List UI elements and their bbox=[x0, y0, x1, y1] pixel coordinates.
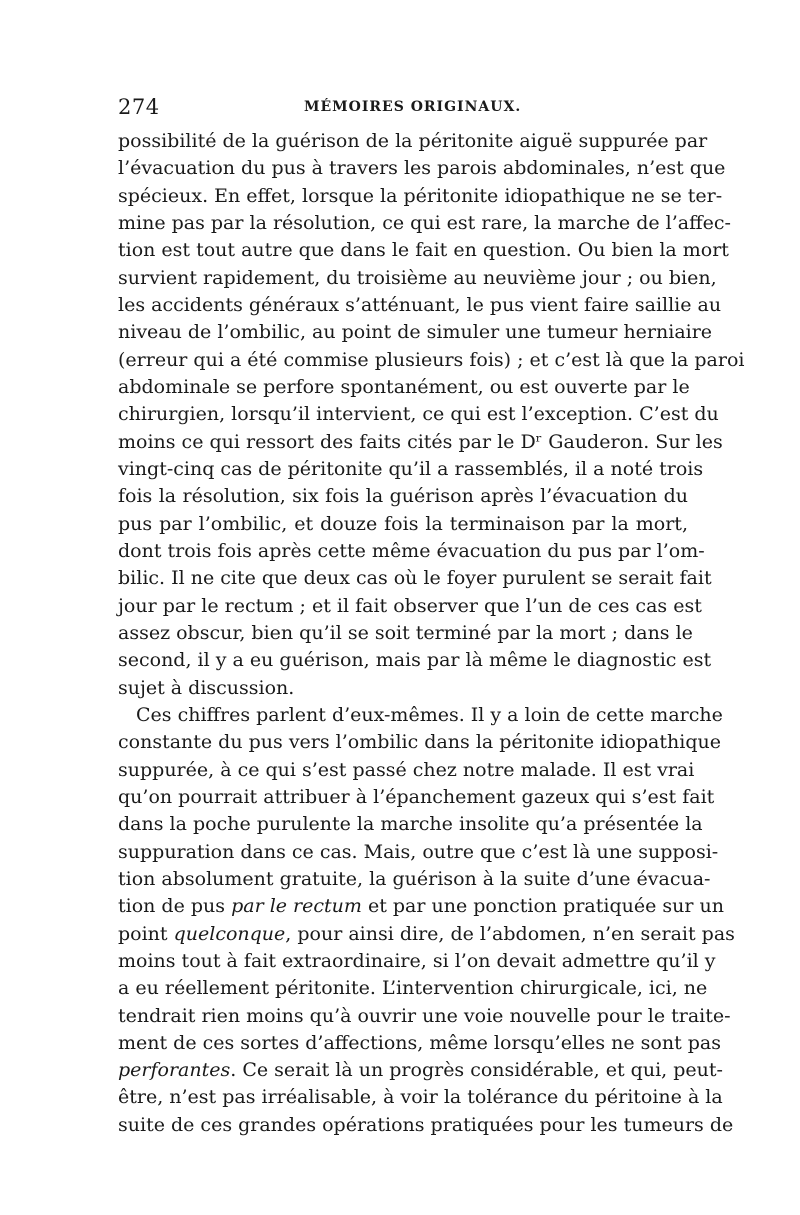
text-line: ment de ces sortes d’affections, même lorsqu’elles ne sont pas bbox=[118, 1031, 722, 1054]
text-line: les accidents généraux s’atténuant, le pus vient faire saillie au bbox=[118, 293, 722, 316]
text-line: sujet à discussion. bbox=[118, 676, 295, 699]
text-line: second, il y a eu guérison, mais par là même le diagnostic est bbox=[118, 649, 712, 672]
text-line: constante du pus vers l’ombilic dans la péritonite idiopathique bbox=[118, 731, 721, 754]
text-line: suppurée, à ce qui s’est passé chez notre malade. Il est vrai bbox=[118, 758, 695, 781]
text-run: , pour ainsi dire, de l’abdomen, n’en serait pas bbox=[285, 922, 735, 945]
text-line-mixed bbox=[118, 921, 735, 948]
text-run: . Ce serait là un progrès considérable, et qui, peut- bbox=[230, 1059, 723, 1082]
text-line: survient rapidement, du troisième au neuvième jour ; ou bien, bbox=[118, 266, 717, 289]
text-line: tion absolument gratuite, la guérison à la suite d’une évacua- bbox=[118, 867, 711, 890]
text-line-mixed bbox=[118, 1057, 723, 1084]
text-line: suppuration dans ce cas. Mais, outre que c’est là une supposi- bbox=[118, 840, 719, 863]
text-line: assez obscur, bien qu’il se soit terminé par la mort ; dans le bbox=[118, 621, 693, 644]
paragraph-start-line: Ces chiffres parlent d’eux-mêmes. Il y a loin de cette marche bbox=[136, 703, 723, 726]
text-line: suite de ces grandes opérations pratiquées pour les tumeurs de bbox=[118, 1113, 734, 1136]
text-line: a eu réellement péritonite. L’intervention chirurgicale, ici, ne bbox=[118, 977, 708, 1000]
text-line-mixed bbox=[118, 893, 724, 920]
italic-text-run: quelconque bbox=[173, 922, 286, 945]
text-line: spécieux. En effet, lorsque la péritonite idiopathique ne se ter- bbox=[118, 184, 723, 207]
text-line: possibilité de la guérison de la péritonite aiguë suppurée par bbox=[118, 130, 708, 152]
text-line: fois la résolution, six fois la guérison après l’évacuation du bbox=[118, 485, 688, 508]
text-line: niveau de l’ombilic, au point de simuler une tumeur herniaire bbox=[118, 321, 713, 344]
text-line: bilic. Il ne cite que deux cas où le foyer purulent se serait fait bbox=[118, 567, 712, 590]
text-run: tion de pus bbox=[118, 895, 232, 918]
page-header bbox=[118, 95, 698, 125]
text-line: qu’on pourrait attribuer à l’épanchement gazeux qui s’est fait bbox=[118, 785, 715, 808]
text-line: moins ce qui ressort des faits cités par le Dʳ Gauderon. Sur les bbox=[118, 430, 723, 453]
text-line: vingt-cinq cas de péritonite qu’il a rassemblés, il a noté trois bbox=[118, 457, 704, 480]
italic-text-run: perforantes bbox=[118, 1059, 231, 1082]
text-line: moins tout à fait extraordinaire, si l’on devait admettre qu’il y bbox=[118, 949, 716, 972]
text-line: dans la poche purulente la marche insolite qu’a présentée la bbox=[118, 813, 703, 836]
text-line: chirurgien, lorsqu’il intervient, ce qui est l’exception. C’est du bbox=[118, 403, 719, 426]
text-line: (erreur qui a été commise plusieurs fois) ; et c’est là que la paroi bbox=[118, 348, 745, 371]
text-run: point bbox=[118, 922, 174, 945]
text-line: abdominale se perfore spontanément, ou est ouverte par le bbox=[118, 375, 690, 398]
text-run: et par une ponction pratiquée sur un bbox=[361, 895, 724, 918]
body-text bbox=[118, 128, 745, 1139]
text-line: tendrait rien moins qu’à ouvrir une voie nouvelle pour le traite- bbox=[118, 1004, 731, 1027]
page-number: 274 bbox=[118, 95, 160, 119]
italic-text-run: par le rectum bbox=[231, 895, 362, 918]
text-line: dont trois fois après cette même évacuation du pus par l’om- bbox=[118, 539, 705, 562]
text-line: pus par l’ombilic, et douze fois la terminaison par la mort, bbox=[118, 512, 688, 535]
text-line: l’évacuation du pus à travers les parois abdominales, n’est que bbox=[118, 157, 726, 180]
running-title: MÉMOIRES ORIGINAUX. bbox=[304, 99, 522, 115]
text-line: jour par le rectum ; et il fait observer que l’un de ces cas est bbox=[118, 594, 702, 617]
text-line: tion est tout autre que dans le fait en question. Ou bien la mort bbox=[118, 239, 729, 262]
text-line: être, n’est pas irréalisable, à voir la tolérance du péritoine à la bbox=[118, 1086, 723, 1109]
text-line: mine pas par la résolution, ce qui est rare, la marche de l’affec- bbox=[118, 211, 731, 234]
